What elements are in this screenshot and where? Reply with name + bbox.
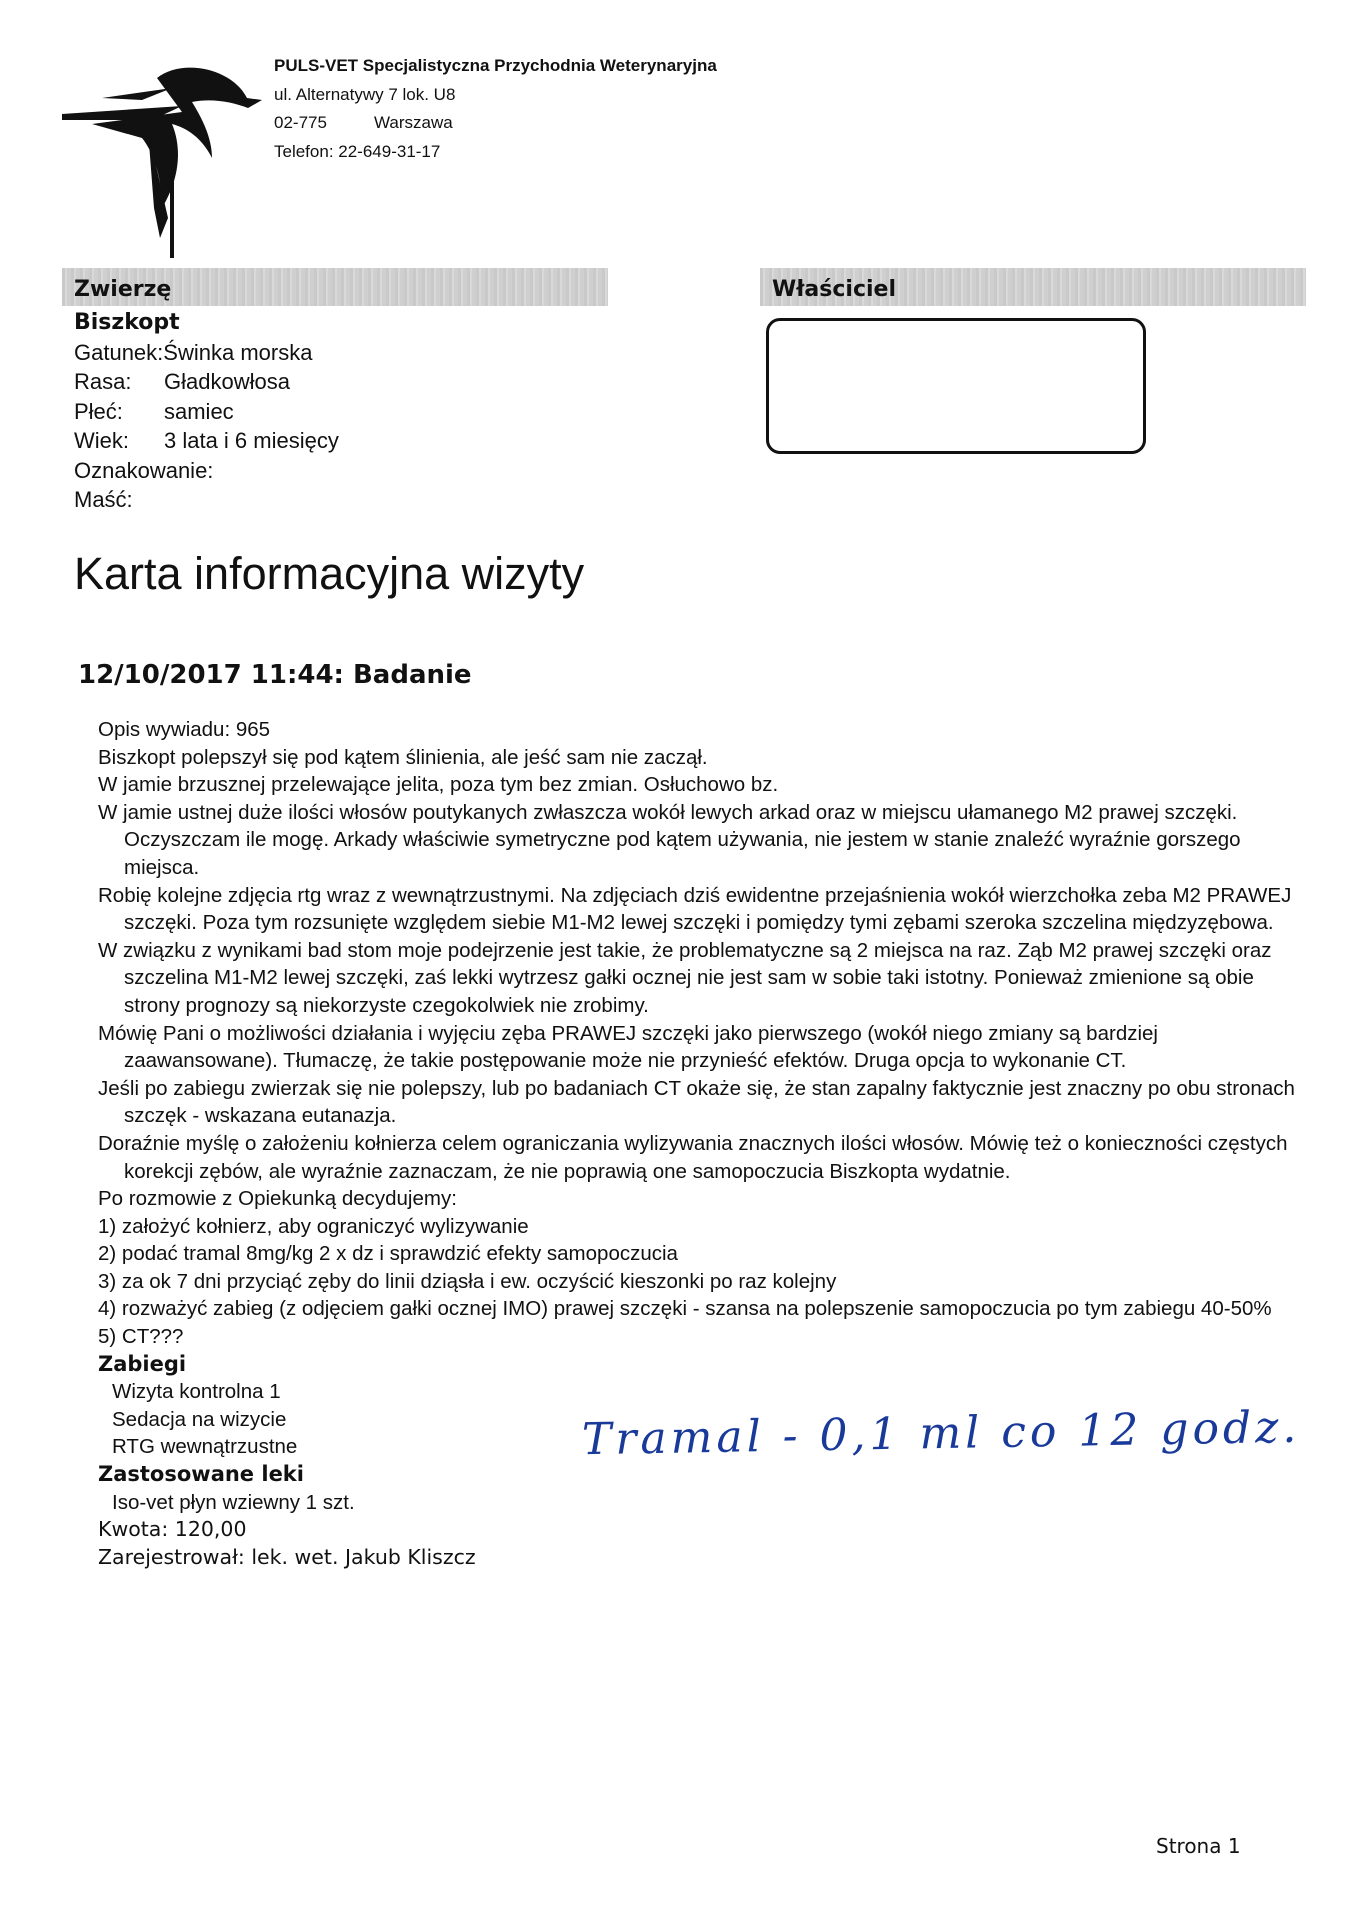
animal-age-row	[74, 426, 339, 456]
animal-name: Biszkopt	[74, 310, 180, 335]
species-value: Świnka morska	[163, 339, 313, 365]
clinic-logo	[62, 58, 262, 258]
species-label: Gatunek:	[74, 339, 164, 365]
breed-label: Rasa:	[74, 369, 132, 394]
visit-heading: 12/10/2017 11:44: Badanie	[78, 660, 472, 690]
visit-paragraph: Biszkopt polepszył się pod kątem ślinienia, ale jeść sam nie zaczął.	[98, 745, 708, 769]
plan-item: 3) za ok 7 dni przyciąć zęby do linii dziąsła i ew. oczyścić kieszonki po raz kolejny	[98, 1269, 837, 1293]
visit-paragraph: W jamie brzusznej przelewające jelita, poza tym bez zmian. Osłuchowo bz.	[98, 773, 779, 797]
clinic-city: Warszawa	[374, 113, 453, 132]
age-value: 3 lata i 6 miesięcy	[164, 428, 339, 453]
sex-value: samiec	[164, 398, 234, 424]
breed-value: Gładkowłosa	[164, 369, 290, 394]
sex-label: Płeć:	[74, 398, 123, 424]
age-label: Wiek:	[74, 428, 129, 453]
owner-details-box	[766, 318, 1146, 454]
page-number: Strona 1	[1156, 1834, 1241, 1858]
clinic-phone: Telefon: 22-649-31-17	[274, 141, 441, 161]
marking-label: Oznakowanie:	[74, 457, 214, 483]
plan-item: 1) założyć kołnierz, aby ograniczyć wylizywanie	[98, 1214, 529, 1238]
visit-paragraph: Robię kolejne zdjęcia rtg wraz z wewnątrzustnymi. Na zdjęciach dziś ewidentne przejaśnienia wokół wierzchołka zeba M2 PRAWEJ szczęki. Poza tym rozsunięte względem siebie M1-M2 lewej szczęki i pomiędzy tymi zębami szeroka szczelina międzyzębowa.	[98, 883, 1292, 935]
procedures-heading: Zabiegi	[98, 1351, 187, 1376]
plan-item: 2) podać tramal 8mg/kg 2 x dz i sprawdzić efekty samopoczucia	[98, 1242, 678, 1266]
clinic-street: ul. Alternatywy 7 lok. U8	[274, 84, 456, 104]
registered-by: Zarejestrował: lek. wet. Jakub Kliszcz	[98, 1544, 476, 1569]
plan-item: 4) rozważyć zabieg (z odjęciem gałki ocznej IMO) prawej szczęki - szansa na polepszenie samopoczucia po tym zabiegu 40-50%	[98, 1297, 1272, 1321]
visit-paragraph: Doraźnie myślę o założeniu kołnierza celem ograniczania wylizywania znacznych ilości włosów. Mówię też o konieczności częstych korekcji zębów, ale wyraźnie zaznaczam, że nie poprawią one samopoczucia Biszkopta wydatnie.	[98, 1131, 1288, 1183]
clinic-name: PULS-VET Specjalistyczna Przychodnia Weterynaryjna	[274, 56, 717, 75]
owner-section-header: Właściciel	[760, 268, 1306, 306]
plan-item: 5) CT???	[98, 1325, 184, 1349]
animal-section-header: Zwierzę	[62, 268, 608, 306]
procedure-item: Wizyta kontrolna 1	[112, 1380, 281, 1404]
clinic-city-row	[274, 109, 717, 138]
page-title: Karta informacyjna wizyty	[74, 548, 585, 599]
visit-paragraph: W związku z wynikami bad stom moje podejrzenie jest takie, że problematyczne są 2 miejsca na raz. Ząb M2 prawej szczęki oraz szczelina M1-M2 lewej szczęki, zaś lekki wytrzesz gałki ocznej nie jest sam w sobie taki istotny. Ponieważ zmienione są obie strony prognozy są niekorzyste czegokolwiek nie zrobimy.	[98, 938, 1272, 1017]
drug-item: Iso-vet płyn wziewny 1 szt.	[112, 1490, 355, 1514]
logo-bird-body	[92, 68, 262, 208]
visit-paragraph: Po rozmowie z Opiekunką decydujemy:	[98, 1187, 457, 1211]
clinic-address	[274, 52, 717, 166]
visit-paragraph: W jamie ustnej duże ilości włosów poutykanych zwłaszcza wokół lewych arkad oraz w miejscu ułamanego M2 prawej szczęki. Oczyszczam ile mogę. Arkady właściwie symetryczne pod kątem używania, nie jestem w stanie znaleźć wyraźnie gorszego miejsca.	[98, 800, 1241, 879]
history-label: Opis wywiadu: 965	[98, 718, 271, 741]
coat-label: Maść:	[74, 487, 133, 512]
visit-paragraph: Mówię Pani o możliwości działania i wyjęciu zęba PRAWEJ szczęki jako pierwszego (wokół niego zmiany są bardziej zaawansowane). Tłumaczę, że takie postępowanie może nie przynieść efektów. Druga opcja to wykonanie CT.	[98, 1021, 1158, 1073]
animal-info	[74, 308, 339, 515]
animal-sex-row	[74, 397, 339, 427]
animal-species-row	[74, 338, 339, 368]
handwritten-note: Tramal - 0,1 ml co 12 godz.	[581, 1401, 1301, 1466]
clinic-postal-code: 02-775	[274, 113, 327, 132]
visit-paragraph: Jeśli po zabiegu zwierzak się nie polepszy, lub po badaniach CT okaże się, że stan zapalny faktycznie jest znaczny po obu stronach szczęk - wskazana eutanazja.	[98, 1076, 1295, 1128]
procedure-item: Sedacja na wizycie	[112, 1407, 287, 1431]
animal-breed-row	[74, 367, 339, 397]
drugs-heading: Zastosowane leki	[98, 1462, 304, 1487]
procedure-item: RTG wewnątrzustne	[112, 1435, 298, 1459]
amount: Kwota: 120,00	[98, 1517, 247, 1542]
